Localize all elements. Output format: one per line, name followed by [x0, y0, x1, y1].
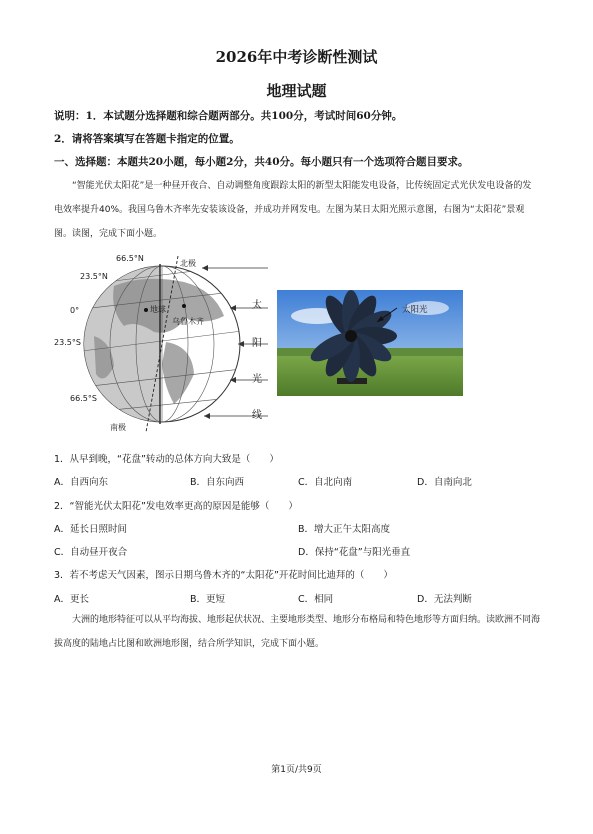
label-earth: 地球 — [150, 305, 166, 314]
question-2-option-c: C．自动昼开夜合 — [54, 547, 128, 558]
question-3-stem: 3．若不考虑天气因素，图示日期乌鲁木齐的“太阳花”开花时间比迪拜的（ ） — [54, 570, 393, 581]
question-2-stem: 2．“智能光伏太阳花”发电效率更高的原因是能够（ ） — [54, 501, 298, 512]
question-1-option-b: B．自东向西 — [190, 477, 245, 488]
passage-1: “智能光伏太阳花”是一种昼开夜合、自动调整角度跟踪太阳的新型太阳能发电设备，比传统固定式光伏发电设备的发电效率提升40%。我国乌鲁木齐率先安装该设备，并成功并网发电。左图为某日太阳光照示意图，右图为“太阳花”景观图。读图，完成下面小题。 — [54, 181, 532, 239]
question-1-option-d: D．自南向北 — [417, 477, 472, 488]
label-sun-ray-1: 太 — [252, 300, 262, 311]
question-1-option-c: C．自北向南 — [298, 477, 353, 488]
page-number: 第1页/共9页 — [271, 765, 322, 775]
subject-title: 地理试题 — [266, 82, 327, 100]
question-3-option-a: A．更长 — [54, 594, 89, 605]
label-sunlight: 太阳光 — [402, 305, 428, 315]
label-north-pole: 北极 — [180, 259, 196, 268]
label-lat-66s: 66.5°S — [70, 394, 97, 403]
label-lat-0: 0° — [70, 306, 80, 315]
passage-2: 大洲的地形特征可以从平均海拔、地形起伏状况、主要地形类型、地形分布格局和特色地形等方面归纳。读欧洲不同海拔高度的陆地占比图和欧洲地形图，结合所学知识，完成下面小题。 — [54, 615, 541, 649]
question-3-option-c: C．相同 — [298, 594, 334, 605]
page-title: 2026年中考诊断性测试 — [215, 48, 378, 66]
label-sun-ray-3: 光 — [252, 374, 262, 385]
label-sun-ray-4: 线 — [252, 410, 262, 421]
question-1-stem: 1．从早到晚，“花盘”转动的总体方向大致是（ ） — [54, 454, 279, 465]
label-lat-23s: 23.5°S — [54, 338, 81, 347]
instruction-line-1: 说明：1．本试题分选择题和综合题两部分。共100分，考试时间60分钟。 — [54, 110, 403, 122]
question-3-option-b: B．更短 — [190, 594, 226, 605]
solar-flower-photo — [277, 290, 463, 396]
label-urumqi: 乌鲁木齐 — [172, 317, 204, 326]
label-sun-ray-2: 阳 — [252, 338, 262, 349]
label-south-pole: 南极 — [110, 423, 126, 432]
section-heading: 一、选择题：本题共20小题，每小题2分，共40分。每小题只有一个选项符合题目要求。 — [54, 156, 469, 168]
instruction-line-2: 2．请将答案填写在答题卡指定的位置。 — [54, 133, 240, 145]
label-lat-23n: 23.5°N — [80, 272, 108, 281]
label-lat-66n: 66.5°N — [116, 254, 144, 263]
question-2-option-a: A．延长日照时间 — [54, 524, 127, 535]
question-3-option-d: D．无法判断 — [417, 594, 472, 605]
question-2-option-b: B．增大正午太阳高度 — [298, 524, 391, 535]
question-2-option-d: D．保持“花盘”与阳光垂直 — [298, 547, 411, 558]
question-1-option-a: A．自西向东 — [54, 477, 108, 488]
